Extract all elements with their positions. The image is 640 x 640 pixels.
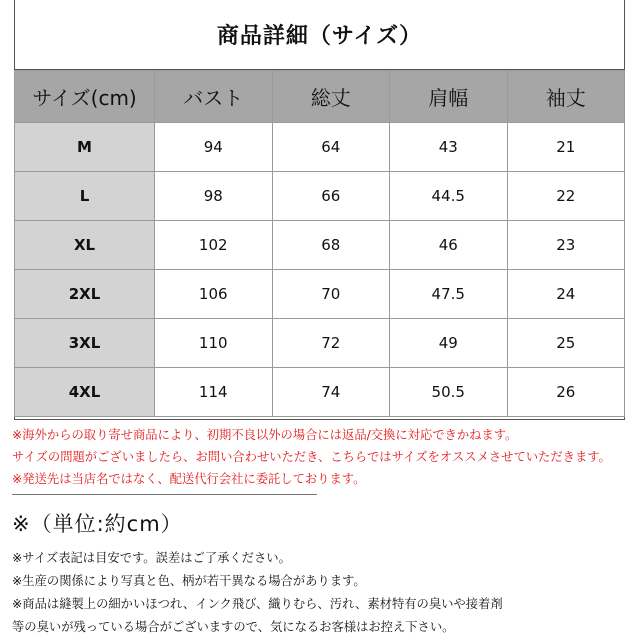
table-row (15, 368, 625, 417)
bust-cell: 94 (155, 123, 273, 172)
sleeve-cell: 23 (507, 221, 625, 270)
note-line: ※商品は縫製上の細かいほつれ、インク飛び、織りむら、汚れ、素材特有の臭いや接着剤 (12, 597, 503, 611)
note-line: 等の臭いが残っている場合がございますので、気になるお客様はお控え下さい。 (12, 620, 455, 634)
length-cell: 70 (272, 270, 390, 319)
bust-cell: 114 (155, 368, 273, 417)
return-policy-notes (12, 424, 632, 490)
shoulder-cell: 43 (390, 123, 508, 172)
unit-note: ※（単位:約cm） (12, 512, 183, 536)
shoulder-cell: 47.5 (390, 270, 508, 319)
table-row (15, 221, 625, 270)
chart-title: 商品詳細（サイズ） (14, 0, 625, 70)
header-sleeve: 袖丈 (507, 71, 625, 123)
size-table (14, 70, 625, 417)
header-size: サイズ(cm) (15, 71, 155, 123)
disclaimer-notes (12, 547, 632, 639)
sleeve-cell: 25 (507, 319, 625, 368)
bust-cell: 98 (155, 172, 273, 221)
red-note-line: サイズの問題がございましたら、お問い合わせいただき、こちらではサイズをオススメさせていただきます。 (12, 450, 611, 464)
table-row (15, 123, 625, 172)
table-header-row (15, 71, 625, 123)
bust-cell: 102 (155, 221, 273, 270)
shoulder-cell: 46 (390, 221, 508, 270)
header-length: 総丈 (272, 71, 390, 123)
length-cell: 66 (272, 172, 390, 221)
size-cell: 4XL (15, 368, 155, 417)
sleeve-cell: 21 (507, 123, 625, 172)
header-bust: バスト (155, 71, 273, 123)
size-cell: 2XL (15, 270, 155, 319)
bust-cell: 106 (155, 270, 273, 319)
shoulder-cell: 49 (390, 319, 508, 368)
sleeve-cell: 22 (507, 172, 625, 221)
length-cell: 64 (272, 123, 390, 172)
shoulder-cell: 50.5 (390, 368, 508, 417)
sleeve-cell: 26 (507, 368, 625, 417)
header-shoulder: 肩幅 (390, 71, 508, 123)
shoulder-cell: 44.5 (390, 172, 508, 221)
length-cell: 72 (272, 319, 390, 368)
table-row (15, 172, 625, 221)
sleeve-cell: 24 (507, 270, 625, 319)
length-cell: 68 (272, 221, 390, 270)
length-cell: 74 (272, 368, 390, 417)
size-cell: M (15, 123, 155, 172)
note-line: ※サイズ表記は目安です。誤差はご了承ください。 (12, 551, 291, 565)
red-note-line: ※発送先は当店名ではなく、配送代行会社に委託しております。 (12, 472, 366, 486)
size-cell: XL (15, 221, 155, 270)
bust-cell: 110 (155, 319, 273, 368)
table-row (15, 270, 625, 319)
red-note-line: ※海外からの取り寄せ商品により、初期不良以外の場合には返品/交換に対応できかねます。 (12, 428, 518, 442)
note-line: ※生産の関係により写真と色、柄が若干異なる場合があります。 (12, 574, 366, 588)
divider (12, 494, 317, 495)
table-row (15, 319, 625, 368)
size-cell: 3XL (15, 319, 155, 368)
size-cell: L (15, 172, 155, 221)
